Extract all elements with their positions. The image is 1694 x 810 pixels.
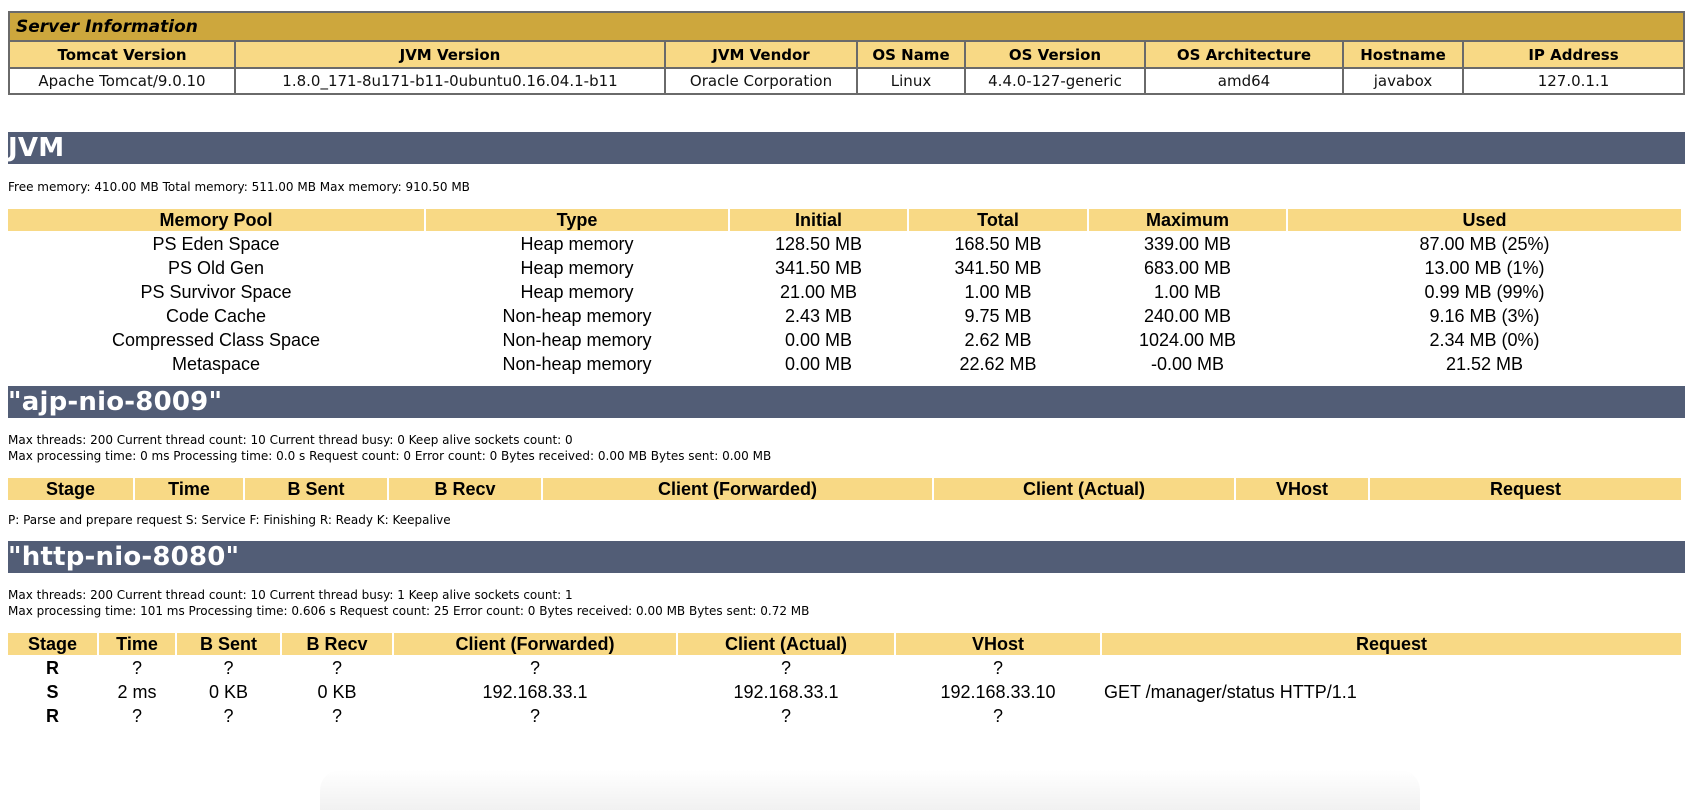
pool-total: 168.50 MB — [954, 233, 1042, 254]
pool-name: PS Old Gen — [167, 257, 265, 278]
header-maximum: Maximum — [1089, 209, 1286, 231]
value-os-architecture: amd64 — [1145, 68, 1343, 94]
header-os-version: OS Version — [965, 41, 1145, 68]
pool-type: Non-heap memory — [502, 305, 652, 326]
http-request-table — [6, 631, 1683, 729]
pool-maximum: 1024.00 MB — [1138, 329, 1237, 350]
server-info-table — [8, 11, 1685, 95]
row-stage: S — [46, 681, 59, 702]
table-row — [8, 233, 1681, 255]
header-total: Total — [909, 209, 1087, 231]
header-hostname: Hostname — [1343, 41, 1463, 68]
row-b-recv: ? — [331, 657, 342, 678]
stage-legend: P: Parse and prepare request S: Service F: Finishing R: Ready K: Keepalive — [8, 513, 451, 527]
value-jvm-version: 1.8.0_171-8u171-b11-0ubuntu0.16.04.1-b11 — [235, 68, 665, 94]
table-row — [8, 305, 1681, 327]
header-time: Time — [99, 633, 175, 655]
http-thread-stats: Max threads: 200 Current thread count: 10 Current thread busy: 1 Keep alive sockets count: 1 — [8, 588, 573, 602]
http-connector-title: "http-nio-8080" — [8, 541, 1685, 573]
header-stage: Stage — [8, 478, 133, 500]
pool-used: 87.00 MB (25%) — [1419, 233, 1550, 254]
header-request: Request — [1102, 633, 1681, 655]
pool-name: PS Survivor Space — [140, 281, 292, 302]
ajp-processing-stats: Max processing time: 0 ms Processing time: 0.0 s Request count: 0 Error count: 0 Bytes received: 0.00 MB Bytes sent: 0.00 MB — [8, 449, 772, 463]
table-row — [8, 353, 1681, 375]
row-time: ? — [131, 705, 142, 726]
table-row — [8, 681, 1681, 703]
header-stage: Stage — [8, 633, 97, 655]
header-vhost: VHost — [896, 633, 1100, 655]
row-request: GET /manager/status HTTP/1.1 — [1104, 681, 1357, 702]
header-request: Request — [1370, 478, 1681, 500]
memory-pool-table — [6, 207, 1683, 377]
pool-used: 9.16 MB (3%) — [1429, 305, 1540, 326]
row-b-recv: ? — [331, 705, 342, 726]
value-os-version: 4.4.0-127-generic — [965, 68, 1145, 94]
jvm-memory-summary: Free memory: 410.00 MB Total memory: 511.00 MB Max memory: 910.50 MB — [8, 180, 470, 194]
pool-used: 2.34 MB (0%) — [1429, 329, 1540, 350]
pool-type: Non-heap memory — [502, 329, 652, 350]
pool-maximum: 240.00 MB — [1143, 305, 1232, 326]
row-client-actual: ? — [780, 705, 791, 726]
value-tomcat-version: Apache Tomcat/9.0.10 — [9, 68, 235, 94]
header-b-sent: B Sent — [177, 633, 280, 655]
pool-initial: 2.43 MB — [784, 305, 853, 326]
pool-maximum: -0.00 MB — [1150, 353, 1225, 374]
header-vhost: VHost — [1236, 478, 1368, 500]
row-client-actual: ? — [780, 657, 791, 678]
http-processing-stats: Max processing time: 101 ms Processing time: 0.606 s Request count: 25 Error count: 0 Bytes received: 0.00 MB Bytes sent: 0.72 MB — [8, 604, 810, 618]
header-os-architecture: OS Architecture — [1145, 41, 1343, 68]
pool-initial: 128.50 MB — [774, 233, 863, 254]
pool-maximum: 339.00 MB — [1143, 233, 1232, 254]
pool-name: Compressed Class Space — [111, 329, 321, 350]
header-b-sent: B Sent — [245, 478, 387, 500]
table-row — [8, 705, 1681, 727]
row-vhost: 192.168.33.10 — [940, 681, 1056, 702]
table-row — [8, 329, 1681, 351]
header-client-actual: Client (Actual) — [678, 633, 894, 655]
jvm-section-title: JVM — [8, 132, 1685, 164]
header-tomcat-version: Tomcat Version — [9, 41, 235, 68]
ajp-connector-title: "ajp-nio-8009" — [8, 386, 1685, 418]
value-jvm-vendor: Oracle Corporation — [665, 68, 857, 94]
pool-total: 22.62 MB — [959, 353, 1037, 374]
value-ip-address: 127.0.1.1 — [1463, 68, 1684, 94]
pool-used: 13.00 MB (1%) — [1424, 257, 1545, 278]
pool-used: 21.52 MB — [1445, 353, 1524, 374]
header-initial: Initial — [730, 209, 907, 231]
table-row — [8, 281, 1681, 303]
table-row — [8, 657, 1681, 679]
pool-name: PS Eden Space — [152, 233, 280, 254]
ajp-request-table — [6, 476, 1683, 502]
value-hostname: javabox — [1343, 68, 1463, 94]
row-time: ? — [131, 657, 142, 678]
pool-type: Heap memory — [520, 233, 634, 254]
row-client-forwarded: ? — [529, 705, 540, 726]
pool-maximum: 1.00 MB — [1153, 281, 1222, 302]
pool-used: 0.99 MB (99%) — [1424, 281, 1545, 302]
pool-name: Metaspace — [171, 353, 261, 374]
row-time: 2 ms — [117, 681, 157, 702]
header-os-name: OS Name — [857, 41, 965, 68]
header-ip-address: IP Address — [1463, 41, 1684, 68]
pool-maximum: 683.00 MB — [1143, 257, 1232, 278]
header-client-forwarded: Client (Forwarded) — [543, 478, 932, 500]
pool-type: Heap memory — [520, 257, 634, 278]
server-info-title: Server Information — [9, 12, 1684, 41]
pool-total: 341.50 MB — [954, 257, 1042, 278]
status-page — [8, 11, 1685, 729]
header-client-actual: Client (Actual) — [934, 478, 1234, 500]
row-client-actual: 192.168.33.1 — [733, 681, 839, 702]
header-b-recv: B Recv — [282, 633, 392, 655]
table-row — [8, 257, 1681, 279]
pool-type: Non-heap memory — [502, 353, 652, 374]
header-jvm-vendor: JVM Vendor — [665, 41, 857, 68]
pool-total: 9.75 MB — [964, 305, 1032, 326]
pool-total: 1.00 MB — [964, 281, 1032, 302]
header-client-forwarded: Client (Forwarded) — [394, 633, 676, 655]
header-b-recv: B Recv — [389, 478, 541, 500]
row-request — [1102, 705, 1681, 727]
row-b-recv: 0 KB — [317, 681, 357, 702]
row-vhost: ? — [992, 705, 1003, 726]
pool-initial: 341.50 MB — [774, 257, 863, 278]
header-time: Time — [135, 478, 243, 500]
pool-initial: 0.00 MB — [784, 353, 853, 374]
pool-name: Code Cache — [165, 305, 267, 326]
header-jvm-version: JVM Version — [235, 41, 665, 68]
row-b-sent: ? — [223, 657, 234, 678]
pool-type: Heap memory — [520, 281, 634, 302]
value-os-name: Linux — [857, 68, 965, 94]
row-b-sent: ? — [223, 705, 234, 726]
header-used: Used — [1288, 209, 1681, 231]
row-request — [1102, 657, 1681, 679]
ajp-thread-stats: Max threads: 200 Current thread count: 10 Current thread busy: 0 Keep alive sockets count: 0 — [8, 433, 573, 447]
row-b-sent: 0 KB — [208, 681, 249, 702]
header-memory-pool: Memory Pool — [8, 209, 424, 231]
row-stage: R — [46, 705, 59, 726]
row-client-forwarded: ? — [529, 657, 540, 678]
header-type: Type — [426, 209, 728, 231]
pool-initial: 0.00 MB — [784, 329, 853, 350]
bottom-fade-overlay — [320, 770, 1420, 810]
pool-initial: 21.00 MB — [779, 281, 858, 302]
row-vhost: ? — [992, 657, 1003, 678]
row-stage: R — [46, 657, 59, 678]
pool-total: 2.62 MB — [964, 329, 1032, 350]
row-client-forwarded: 192.168.33.1 — [482, 681, 588, 702]
